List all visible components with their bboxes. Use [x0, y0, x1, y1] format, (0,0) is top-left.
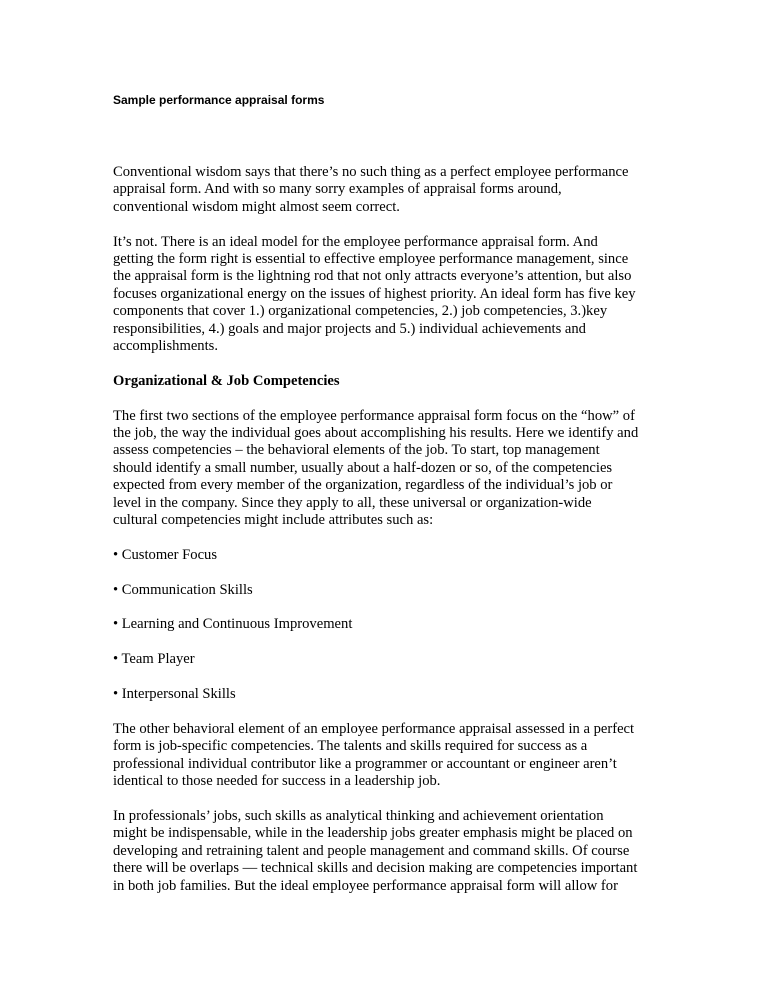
text-line: The first two sections of the employee performance appraisal form focus on the “how” of	[113, 407, 635, 424]
text-line: there will be overlaps — technical skills and decision making are competencies important	[113, 860, 638, 877]
text-line: level in the company. Since they apply to all, these universal or organization-wide	[113, 494, 592, 511]
paragraph	[113, 808, 673, 895]
paragraph	[113, 408, 673, 530]
text-line: in both job families. But the ideal employee performance appraisal form will allow for	[113, 877, 618, 894]
text-line: • Communication Skills	[113, 581, 253, 598]
text-line: assess competencies – the behavioral elements of the job. To start, top management	[113, 442, 600, 459]
text-line: the job, the way the individual goes about accomplishing his results. Here we identify and	[113, 425, 639, 442]
text-line: responsibilities, 4.) goals and major projects and 5.) individual achievements and	[113, 320, 586, 337]
paragraph	[113, 234, 673, 356]
text-line: conventional wisdom might almost seem correct.	[113, 198, 400, 215]
text-line: • Interpersonal Skills	[113, 686, 236, 703]
text-line: might be indispensable, while in the leadership jobs greater emphasis might be placed on	[113, 825, 633, 842]
document-title: Sample performance appraisal forms	[113, 93, 325, 107]
bullet-item	[113, 547, 673, 564]
text-line: • Team Player	[113, 651, 195, 668]
text-line: Organizational & Job Competencies	[113, 372, 340, 389]
text-line: professional individual contributor like a programmer or accountant or engineer aren’t	[113, 755, 617, 772]
text-line: appraisal form. And with so many sorry examples of appraisal forms around,	[113, 181, 562, 198]
text-line: It’s not. There is an ideal model for the employee performance appraisal form. And	[113, 233, 598, 250]
paragraph	[113, 164, 673, 216]
paragraph	[113, 721, 673, 791]
text-line: getting the form right is essential to effective employee performance management, since	[113, 251, 629, 268]
text-line: The other behavioral element of an employee performance appraisal assessed in a perfect	[113, 720, 635, 737]
bullet-item	[113, 651, 673, 668]
bullet-item	[113, 616, 673, 633]
text-line: focuses organizational energy on the issues of highest priority. An ideal form has five key	[113, 285, 636, 302]
bullet-item	[113, 686, 673, 703]
text-line: Conventional wisdom says that there’s no such thing as a perfect employee performance	[113, 164, 629, 180]
document-body	[113, 164, 673, 912]
text-line: • Customer Focus	[113, 546, 218, 563]
bullet-item	[113, 582, 673, 599]
text-line: expected from every member of the organization, regardless of the individual’s job or	[113, 477, 613, 494]
text-line: should identify a small number, usually about a half-dozen or so, of the competencies	[113, 459, 613, 476]
text-line: accomplishments.	[113, 338, 218, 355]
text-line: cultural competencies might include attributes such as:	[113, 512, 434, 529]
text-line: identical to those needed for success in a leadership job.	[113, 773, 441, 790]
text-line: the appraisal form is the lightning rod that not only attracts everyone’s attention, but also	[113, 268, 632, 285]
text-line: • Learning and Continuous Improvement	[113, 616, 353, 633]
text-line: form is job-specific competencies. The talents and skills required for success as a	[113, 738, 588, 755]
text-line: components that cover 1.) organizational competencies, 2.) job competencies, 3.)key	[113, 303, 608, 320]
text-line: developing and retraining talent and people management and command skills. Of course	[113, 842, 630, 859]
text-line: In professionals’ jobs, such skills as analytical thinking and achievement orientation	[113, 807, 604, 824]
section-heading	[113, 373, 673, 390]
